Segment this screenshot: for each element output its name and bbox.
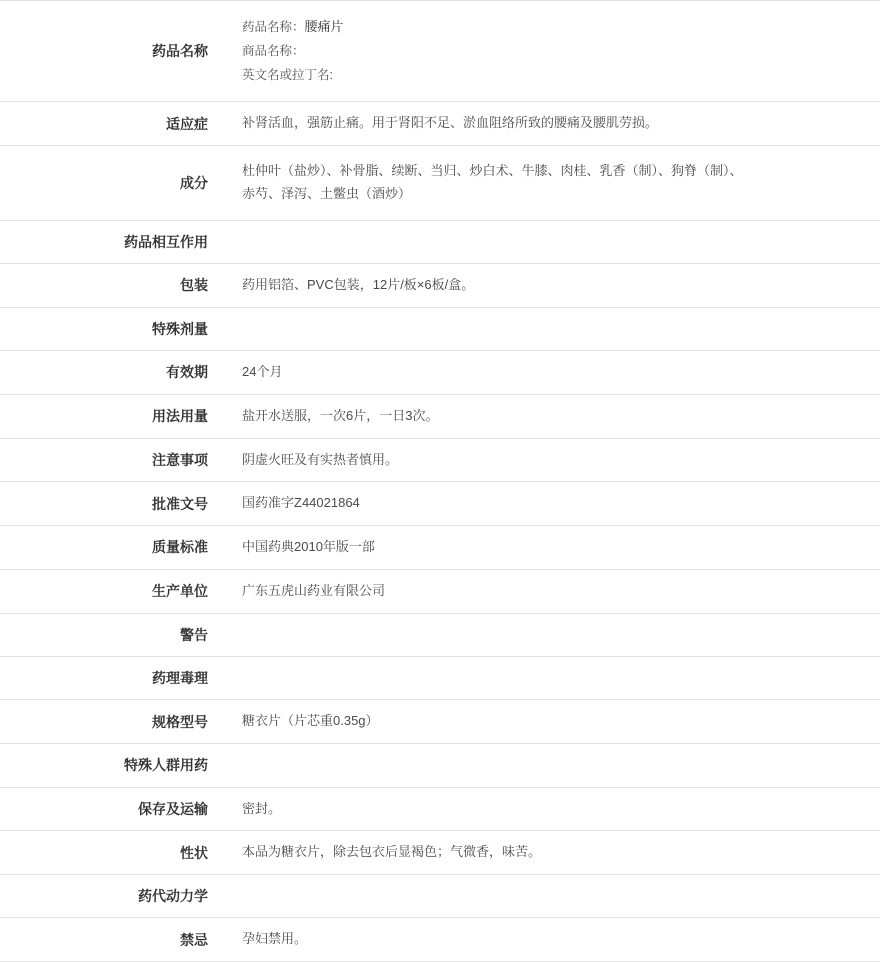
warning-text xyxy=(242,626,866,643)
table-row xyxy=(0,613,880,656)
row-value-pharmacokinetics xyxy=(220,875,880,918)
row-label-dosage-administration: 用法用量 xyxy=(152,408,208,425)
table-row xyxy=(0,569,880,613)
row-value-special-populations xyxy=(220,744,880,787)
row-value-manufacturer: 广东五虎山药业有限公司 xyxy=(242,582,386,598)
row-value-quality-standard: 中国药典2010年版一部 xyxy=(242,539,375,555)
table-row xyxy=(0,875,880,918)
row-label-contraindications: 禁忌 xyxy=(180,931,208,948)
row-label-ingredients: 成分 xyxy=(180,174,208,191)
drug-name-key: 药品名称： xyxy=(242,20,305,34)
row-value-contraindications: 孕妇禁用。 xyxy=(242,931,308,947)
row-value-drug-name xyxy=(220,1,880,102)
table-row xyxy=(0,657,880,700)
row-label-approval-number: 批准文号 xyxy=(152,495,208,512)
row-label-indications: 适应症 xyxy=(166,115,208,132)
row-value-shelf-life: 24个月 xyxy=(242,364,283,380)
row-value-precautions: 阴虚火旺及有实热者慎用。 xyxy=(242,451,399,467)
table-row xyxy=(0,918,880,962)
table-row xyxy=(0,526,880,570)
trade-name-line xyxy=(242,39,866,63)
english-name-key: 英文名或拉丁名: xyxy=(242,68,333,83)
row-value-approval-number: 国药准字Z44021864 xyxy=(242,495,360,511)
row-label-storage-transport: 保存及运输 xyxy=(138,800,208,817)
table-row xyxy=(0,831,880,875)
table-row xyxy=(0,787,880,831)
row-value-ingredients xyxy=(220,146,880,221)
row-label-precautions: 注意事项 xyxy=(152,451,208,468)
table-row xyxy=(0,264,880,308)
table-row xyxy=(0,700,880,744)
row-value-warning xyxy=(220,613,880,656)
table-row xyxy=(0,146,880,221)
trade-name-key: 商品名称： xyxy=(242,44,305,59)
row-value-storage-transport: 密封。 xyxy=(242,800,282,816)
special-dosage-text xyxy=(242,320,866,337)
table-row xyxy=(0,351,880,395)
row-value-dosage-administration: 盐开水送服，一次6片，一日3次。 xyxy=(242,407,439,423)
table-row xyxy=(0,482,880,526)
row-label-pharmacology-toxicology: 药理毒理 xyxy=(152,670,208,687)
row-label-shelf-life: 有效期 xyxy=(166,364,208,381)
row-label-warning: 警告 xyxy=(180,626,208,643)
ingredients-line-1: 杜仲叶（盐炒）、补骨脂、续断、当归、炒白术、牛膝、肉桂、乳香（制）、狗脊（制）、 xyxy=(242,163,743,179)
row-label-description: 性状 xyxy=(180,844,208,861)
table-row xyxy=(0,102,880,146)
row-value-drug-interactions xyxy=(220,220,880,263)
row-label-pharmacokinetics: 药代动力学 xyxy=(138,888,208,905)
row-label-special-populations: 特殊人群用药 xyxy=(124,757,208,774)
row-label-special-dosage: 特殊剂量 xyxy=(152,320,208,337)
drug-info-table-body xyxy=(0,1,880,962)
row-label-manufacturer: 生产单位 xyxy=(152,583,208,600)
table-row xyxy=(0,438,880,482)
row-value-pharmacology-toxicology xyxy=(220,657,880,700)
english-name-line xyxy=(242,63,866,87)
row-value-specification: 糖衣片（片芯重0.35g） xyxy=(242,713,379,729)
table-row xyxy=(0,394,880,438)
ingredients-line-2: 赤芍、泽泻、土鳖虫（酒炒） xyxy=(242,185,412,201)
table-row xyxy=(0,220,880,263)
pharmacology-toxicology-text xyxy=(242,670,866,687)
drug-interactions-text xyxy=(242,233,866,250)
drug-name-value: 腰痛片 xyxy=(304,19,344,34)
row-label-drug-name: 药品名称 xyxy=(152,42,208,59)
row-value-special-dosage xyxy=(220,307,880,350)
row-value-indications: 补肾活血，强筋止痛。用于肾阳不足、淤血阻络所致的腰痛及腰肌劳损。 xyxy=(242,115,659,131)
pharmacokinetics-text xyxy=(242,888,866,905)
table-row xyxy=(0,1,880,102)
row-label-drug-interactions: 药品相互作用 xyxy=(124,233,208,250)
row-label-specification: 规格型号 xyxy=(152,713,208,730)
row-value-description: 本品为糖衣片，除去包衣后显褐色；气微香，味苦。 xyxy=(242,844,542,860)
row-value-packaging: 药用铝箔、PVC包装，12片/板×6板/盒。 xyxy=(242,277,475,293)
drug-name-line xyxy=(242,15,866,39)
special-populations-text xyxy=(242,757,866,774)
table-row xyxy=(0,307,880,350)
row-label-quality-standard: 质量标准 xyxy=(152,539,208,556)
table-row xyxy=(0,744,880,787)
row-label-packaging: 包装 xyxy=(180,277,208,294)
